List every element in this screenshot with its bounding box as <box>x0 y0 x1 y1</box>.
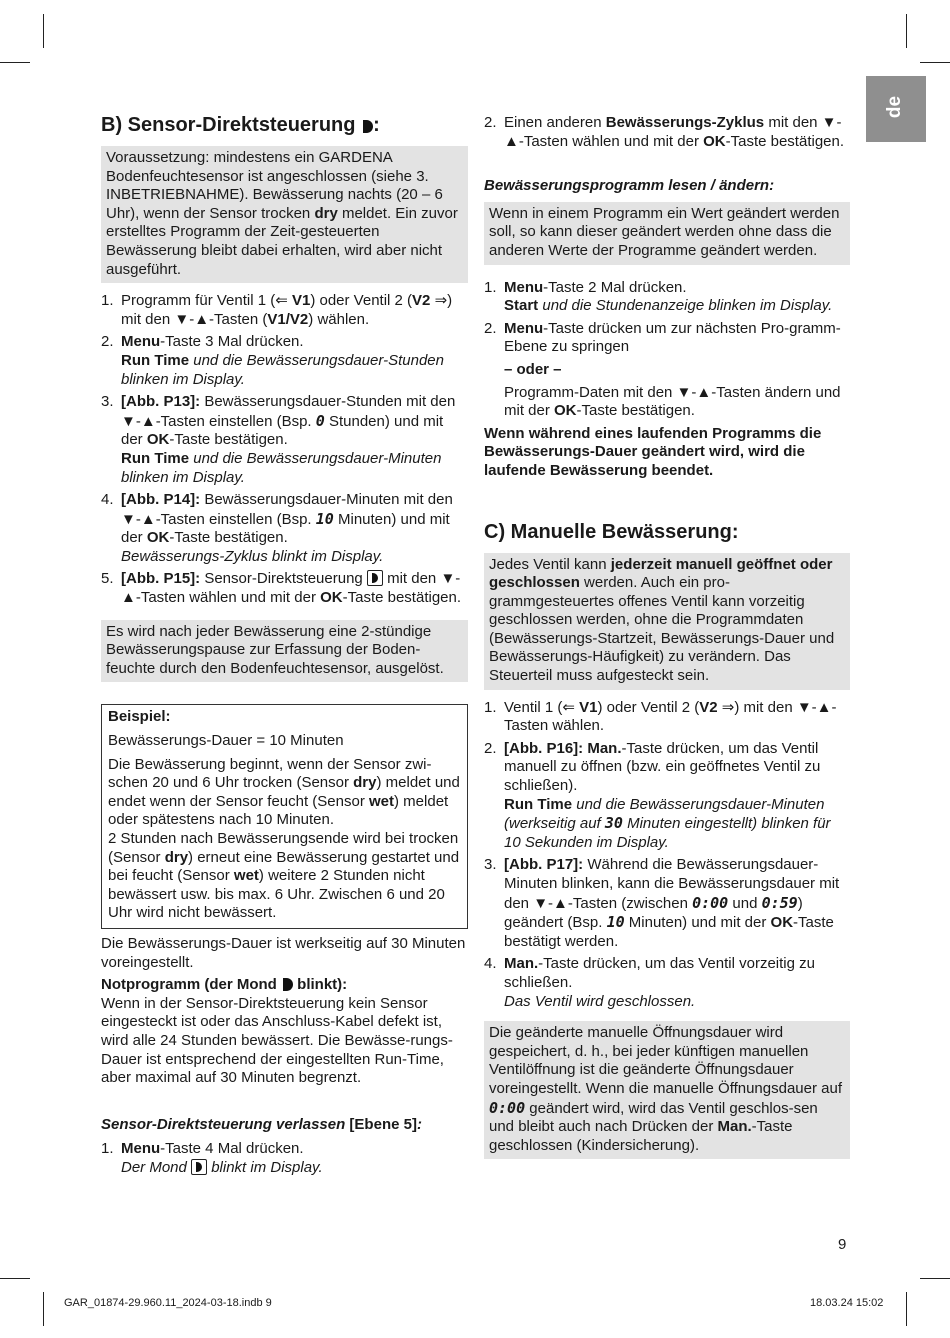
default-duration: Die Bewässerungs-Dauer ist werkseitig auf 30 Minuten voreingestellt. <box>101 934 466 971</box>
moon-icon <box>283 978 293 991</box>
crop-mark <box>920 62 950 63</box>
crop-mark <box>0 62 30 63</box>
moon-icon <box>191 1159 207 1175</box>
example-title: Beispiel: <box>108 708 171 726</box>
list-item: 5. [Abb. P15]: Sensor-Direktsteuerung mit den ▼-▲-Tasten wählen und mit der OK-Taste bestätigen. <box>101 570 462 607</box>
emergency-text: Wenn in der Sensor-Direktsteuerung kein Sensor eingesteckt ist oder das Anschluss-Kabel defekt ist, wird alle 24 Stunden bewässert. Die Bewässe-rungs-Dauer ist entsprechend der eingestellten Run-Time, aber maximal auf 30 Minuten begrenzt. <box>101 994 453 1087</box>
list-item: 4. [Abb. P14]: Bewässerungsdauer-Minuten mit den ▼-▲-Tasten einstellen (Bsp. 10 Minuten) und mit der OK-Taste bestätigen. Bewässerungs-Zyklus blinkt im Display. <box>101 491 453 565</box>
steps-list-continued <box>484 114 850 151</box>
list-item: 2. Menu-Taste 3 Mal drücken. Run Time und die Bewässerungsdauer-Stunden blinken im Display. <box>101 333 444 388</box>
list-item: 1. Ventil 1 (⇐ V1) oder Ventil 2 (V2 ⇒) mit den ▼-▲-Tasten wählen. <box>484 698 837 735</box>
manual-steps <box>484 699 850 1012</box>
steps-list <box>101 292 468 608</box>
crop-mark <box>906 14 907 48</box>
list-item: 2. Menu-Taste drücken um zur nächsten Pro-gramm-Ebene zu springen – oder – Programm-Daten mit den ▼-▲-Tasten ändern und mit der OK-Taste bestätigen. <box>484 319 841 420</box>
exit-steps <box>101 1140 468 1177</box>
section-b-heading: B) Sensor-Direktsteuerung : <box>101 114 380 136</box>
example-line: Bewässerungs-Dauer = 10 Minuten <box>108 732 344 750</box>
list-item: 2. [Abb. P16]: Man.-Taste drücken, um das Ventil manuell zu öffnen (bzw. ein geöffnetes Ventil zu schließen). Run Time und die Bewässerungsdauer-Minuten (werkseitig auf 30 Minuten eingestellt) blinken für 10 Sekunden im Display. <box>484 739 831 851</box>
warning-text: Wenn während eines laufenden Programms die Bewässerungs-Dauer geändert wird, wird die laufende Bewässerung beendet. <box>484 424 822 479</box>
requirement-box: Voraussetzung: mindestens ein GARDENA Bodenfeuchtesensor ist angeschlossen (siehe 3. INBETRIEBNAHME). Bewässerung nachts (20 – 6 Uhr), wenn der Sensor trocken dry meldet. Ein zuvor erstelltes Programm der Zeit-gesteuerten Bewässerung bleibt dabei erhalten, wird aber nicht ausgeführt. <box>101 146 468 283</box>
language-tab <box>866 76 926 142</box>
list-item: 1. Menu-Taste 4 Mal drücken. Der Mond blinkt im Display. <box>101 1140 323 1176</box>
right-column <box>484 112 850 1159</box>
list-item: 1. Menu-Taste 2 Mal drücken. Start und die Stundenanzeige blinken im Display. <box>484 278 833 315</box>
page-number: 9 <box>838 1236 847 1253</box>
example-paragraph: Die Bewässerung beginnt, wenn der Sensor zwi-schen 20 und 6 Uhr trocken (Sensor dry) meldet und endet wenn der Sensor feucht (Sensor wet) meldet oder spätestens nach 10 Minuten. 2 Stunden nach Bewässerungsende wird bei trocken (Sensor dry) erneut eine Bewässerung gestartet und bei feucht (Sensor wet) weitere 2 Stunden nicht bewässert usw. bis max. 6 Uhr. Zwischen 6 und 20 Uhr wird nicht bewässert. <box>108 755 460 922</box>
list-item: 3. [Abb. P13]: Bewässerungsdauer-Stunden mit den ▼-▲-Tasten einstellen (Bsp. 0 Stunden) und mit der OK-Taste bestätigen. Run Time und die Bewässerungsdauer-Minuten blinken im Display. <box>101 393 456 486</box>
crop-mark <box>920 1278 950 1279</box>
left-column <box>101 112 468 1182</box>
emergency-title: Notprogramm (der Mond blinkt): <box>101 976 348 994</box>
footer-date: 18.03.24 15:02 <box>810 1297 884 1309</box>
section-c-heading: C) Manuelle Bewässerung: <box>484 520 739 543</box>
exit-title: Sensor-Direktsteuerung verlassen [Ebene 5]: <box>101 1115 422 1133</box>
moon-icon <box>363 120 373 133</box>
crop-mark <box>43 14 44 48</box>
example-box <box>101 704 468 929</box>
crop-mark <box>0 1278 30 1279</box>
list-item: 2. Einen anderen Bewässerungs-Zyklus mit den ▼-▲-Tasten wählen und mit der OK-Taste bestätigen. <box>484 114 845 150</box>
final-note-box: Die geänderte manuelle Öffnungsdauer wird gespeichert, d. h., bei jeder künftigen manuellen Ventilöffnung ist die geänderte Öffnungsdauer voreingestellt. Wenn die manuelle Öffnungsdauer auf 0:00 geändert wird, wird das Ventil geschlos-sen und bleibt auch nach Drücken der Man.-Taste geschlossen (Kindersicherung). <box>484 1021 850 1159</box>
crop-mark <box>43 1292 44 1326</box>
moon-icon <box>367 570 383 586</box>
crop-mark <box>906 1292 907 1326</box>
read-program-title: Bewässerungsprogramm lesen / ändern: <box>484 177 775 195</box>
manual-box: Jedes Ventil kann jederzeit manuell geöffnet oder geschlossen werden. Auch ein pro-grammgesteuertes offenes Ventil kann vorzeitig geschlossen werden, ohne die Programmdaten (Bewässerungs-Startzeit, Bewässerungs-Dauer und Bewässerungs-Häufigkeit) zu verändern. Das Steuerteil muss aufgesteckt sein. <box>484 553 850 690</box>
list-item: 1. Programm für Ventil 1 (⇐ V1) oder Ventil 2 (V2 ⇒) mit den ▼-▲-Tasten (V1/V2) wählen. <box>101 292 453 328</box>
footer-file: GAR_01874-29.960.11_2024-03-18.indb 9 <box>64 1297 272 1309</box>
list-item: 4. Man.-Taste drücken, um das Ventil vorzeitig zu schließen. Das Ventil wird geschlossen. <box>484 955 815 1010</box>
note-box: Es wird nach jeder Bewässerung eine 2-stündige Bewässerungspause zur Erfassung der Boden-feuchte durch den Bodenfeuchtesensor, ausgelöst. <box>101 620 468 683</box>
read-program-box: Wenn in einem Programm ein Wert geändert werden soll, so kann dieser geändert werden ohne dass die anderen Werte der Programme geändert werden. <box>484 202 850 265</box>
language-label: de <box>884 95 906 119</box>
list-item: 3. [Abb. P17]: Während die Bewässerungsdauer-Minuten blinken, kann die Bewässerungsdauer mit den ▼-▲-Tasten (zwischen 0:00 und 0:59) geändert (Bsp. 10 Minuten) und mit der OK-Taste bestätigt werden. <box>484 856 840 950</box>
read-steps <box>484 279 850 421</box>
